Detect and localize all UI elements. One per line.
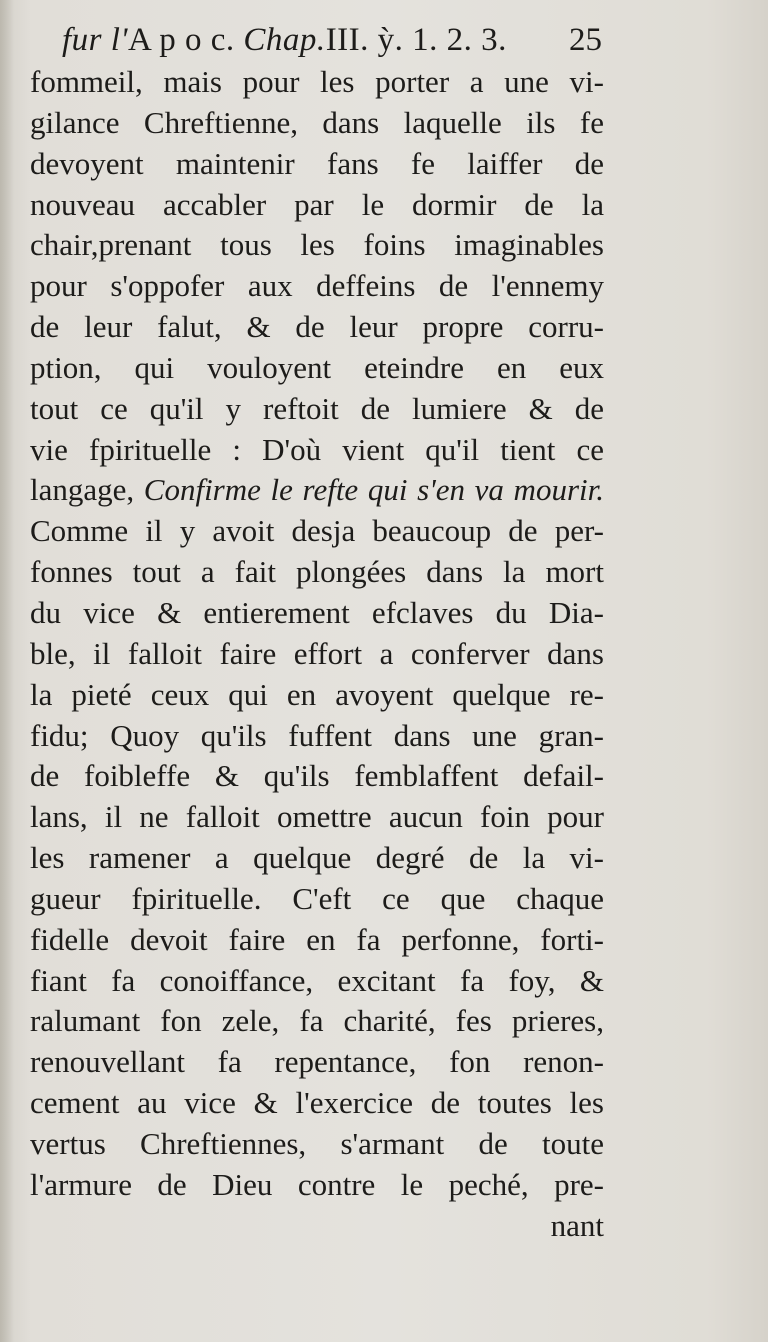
text-line: renouvellant fa repentance, fon renon- — [30, 1044, 604, 1080]
text-line: les ramener a quelque degré de la vi- — [30, 840, 604, 876]
catchword: nant — [550, 1207, 604, 1243]
page-gutter-shadow — [0, 0, 14, 1342]
text-line: lans, il ne falloit omettre aucun foin pour — [30, 799, 604, 835]
text-line-quotation — [30, 470, 604, 511]
running-header — [62, 18, 602, 62]
text-italic-quotation: Confirme le refte qui s'en va mourir. — [143, 472, 604, 508]
text-line: devoyent maintenir fans fe laiffer de — [30, 145, 604, 181]
text-line: pour s'oppofer aux deffeins de l'ennemy — [30, 268, 604, 304]
text-line: fidu; Quoy qu'ils fuffent dans une gran- — [30, 717, 604, 753]
text-line: de foibleffe & qu'ils femblaffent defail- — [30, 758, 604, 794]
text-line: du vice & entierement efclaves du Dia- — [30, 594, 604, 630]
text-line: vertus Chreftiennes, s'armant de toute — [30, 1125, 604, 1161]
page-number: 25 — [569, 22, 602, 58]
text-line: la pieté ceux qui en avoyent quelque re- — [30, 676, 604, 712]
text-line: de leur falut, & de leur propre corru- — [30, 309, 604, 345]
text-line: Comme il y avoit desja beaucoup de per- — [30, 513, 604, 549]
text-line: fiant fa conoiffance, excitant fa foy, & — [30, 962, 604, 998]
text-line: nouveau accabler par le dormir de la — [30, 186, 604, 222]
text-line: gueur fpirituelle. C'eft ce que chaque — [30, 880, 604, 916]
text-line: fonnes tout a fait plongées dans la mort — [30, 554, 604, 590]
text-line: l'armure de Dieu contre le peché, pre- — [30, 1166, 604, 1202]
text-line: ralumant fon zele, fa charité, fes prieres, — [30, 1003, 604, 1039]
text-line: gilance Chreftienne, dans laquelle ils fe — [30, 104, 604, 140]
body-text — [30, 62, 604, 1246]
text-line: ble, il falloit faire effort a conferver dans — [30, 635, 604, 671]
text-line: cement au vice & l'exercice de toutes les — [30, 1085, 604, 1121]
running-title: fur l'A p o c. Chap.III. ỳ. 1. 2. 3. — [62, 22, 507, 58]
text-line: fidelle devoit faire en fa perfonne, forti- — [30, 921, 604, 957]
text-line: vie fpirituelle : D'où vient qu'il tient ce — [30, 431, 604, 467]
text-line: chair,prenant tous les foins imaginables — [30, 227, 604, 263]
text-line: fommeil, mais pour les porter a une vi- — [30, 64, 604, 99]
text-roman: langage, — [30, 472, 135, 508]
text-line: tout ce qu'il y reftoit de lumiere & de — [30, 390, 604, 426]
text-line: ption, qui vouloyent eteindre en eux — [30, 349, 604, 385]
